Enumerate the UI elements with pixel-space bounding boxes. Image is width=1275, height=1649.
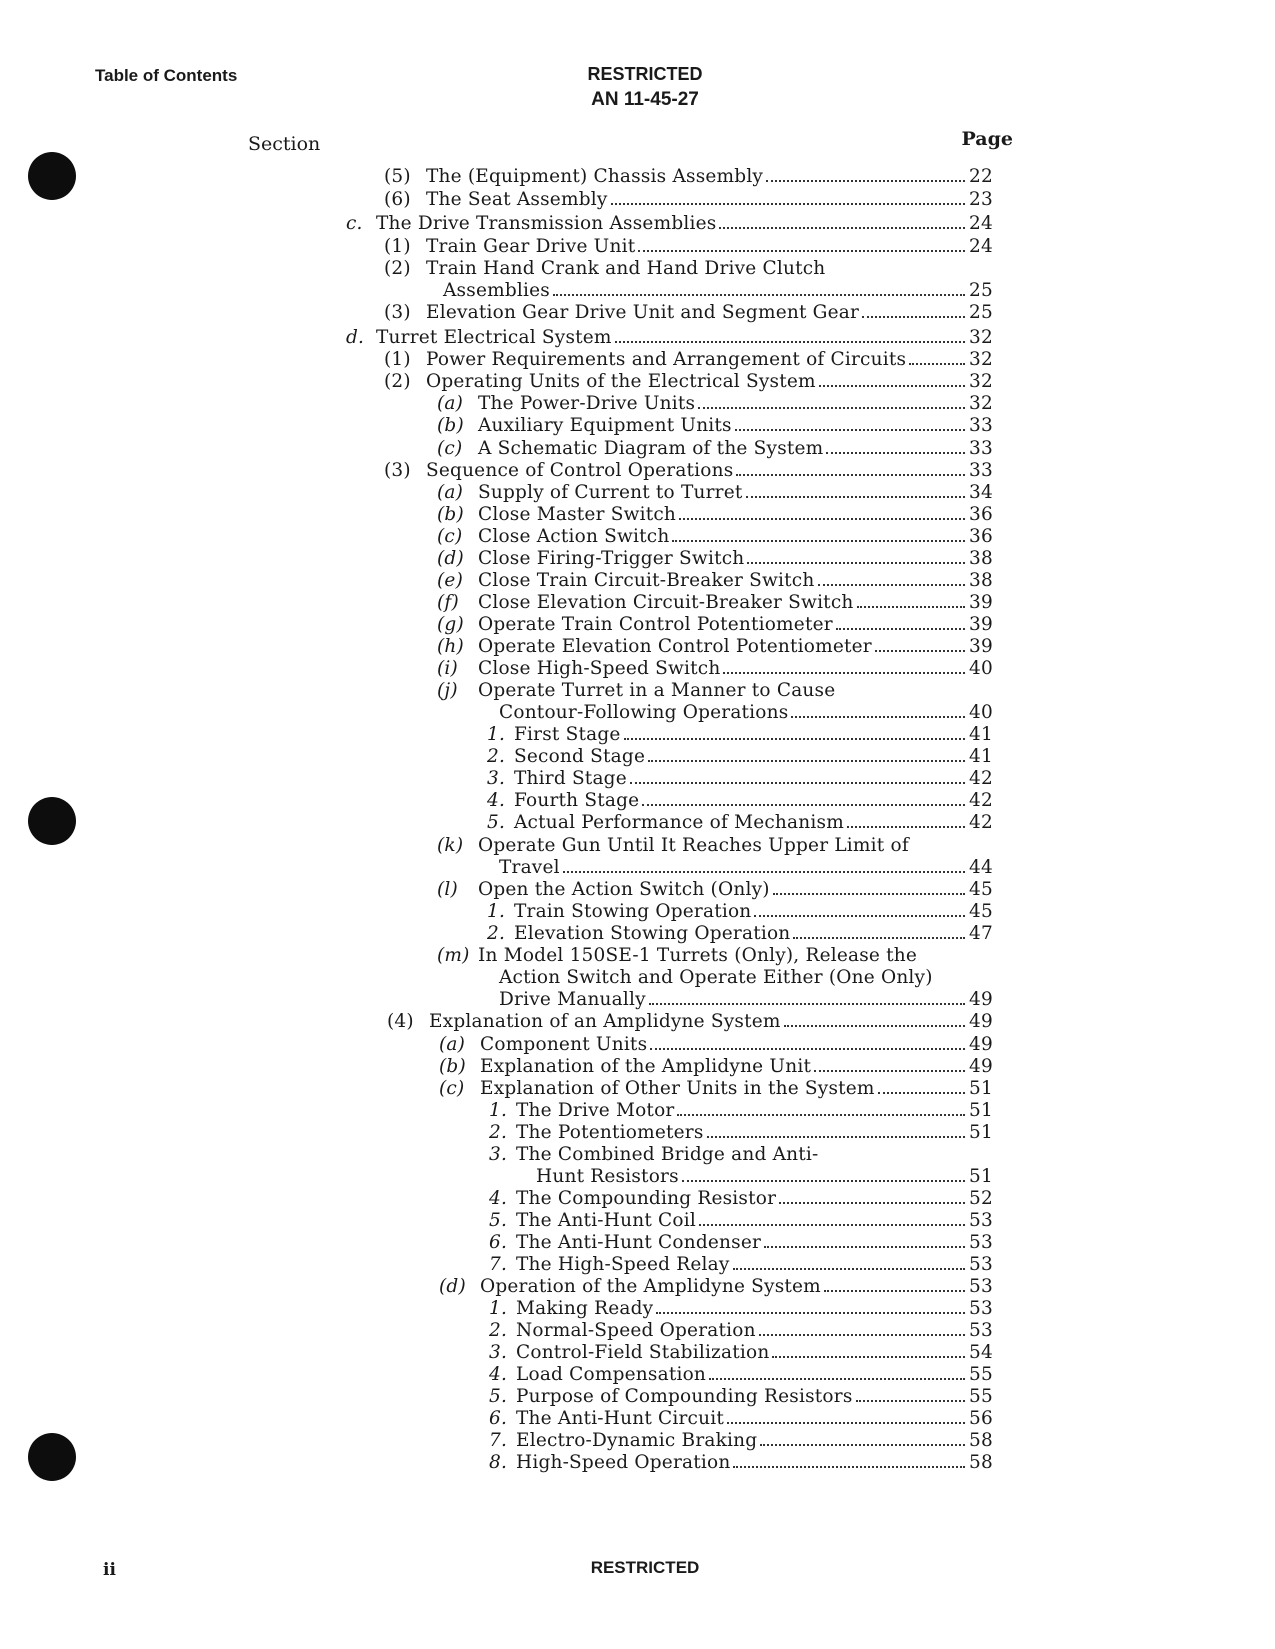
toc-entry: [437, 482, 993, 503]
toc-leader-dots: [719, 227, 965, 229]
toc-entry-text: Second Stage: [514, 746, 646, 767]
toc-entry-text: Explanation of Other Units in the System: [480, 1078, 875, 1099]
toc-entry: [439, 1276, 993, 1297]
toc-leader-dots: [875, 650, 965, 652]
toc-entry-number: (c): [437, 438, 463, 459]
toc-entry-number: 6.: [489, 1232, 508, 1253]
toc-entry: [384, 166, 993, 187]
toc-entry-page: 55: [969, 1386, 993, 1407]
toc-entry: [487, 724, 993, 745]
toc-entry: [536, 1166, 993, 1187]
toc-leader-dots: [760, 1444, 965, 1446]
toc-entry-page: 49: [969, 989, 993, 1010]
toc-leader-dots: [707, 1136, 966, 1138]
toc-leader-dots: [773, 893, 965, 895]
toc-entry: [487, 923, 993, 944]
toc-entry: [437, 945, 993, 966]
toc-entry-text: Turret Electrical System: [376, 327, 612, 348]
toc-entry: [487, 768, 993, 789]
toc-entry: [489, 1298, 993, 1319]
toc-leader-dots: [649, 1003, 965, 1005]
toc-entry-page: 38: [969, 548, 993, 569]
toc-entry-number: 4.: [487, 790, 506, 811]
toc-entry-text: Electro-Dynamic Braking: [516, 1430, 758, 1451]
toc-leader-dots: [878, 1092, 965, 1094]
toc-entry-page: 41: [969, 724, 993, 745]
toc-entry: [437, 548, 993, 569]
toc-entry-text: The Seat Assembly: [426, 189, 608, 210]
toc-entry-text: Load Compensation: [516, 1364, 707, 1385]
toc-entry-text: Third Stage: [514, 768, 627, 789]
toc-entry: [437, 415, 993, 436]
toc-entry: [489, 1122, 993, 1143]
toc-entry-text: Hunt Resistors: [536, 1166, 679, 1187]
toc-leader-dots: [856, 1400, 966, 1402]
toc-entry-text: The Drive Motor: [516, 1100, 675, 1121]
toc-entry: [489, 1408, 993, 1429]
toc-entry-text: Operate Train Control Potentiometer: [478, 614, 833, 635]
toc-entry-text: Close High-Speed Switch: [478, 658, 721, 679]
toc-entry-page: 56: [969, 1408, 993, 1429]
toc-entry-page: 40: [969, 658, 993, 679]
toc-entry: [437, 614, 993, 635]
toc-entry: [439, 1034, 993, 1055]
toc-leader-dots: [638, 250, 965, 252]
toc-entry: [489, 1144, 993, 1165]
toc-entry-page: 36: [969, 526, 993, 547]
toc-leader-dots: [814, 1070, 965, 1072]
toc-leader-dots: [735, 429, 965, 431]
page-column-label: Page: [961, 128, 1013, 150]
toc-entry-page: 51: [969, 1100, 993, 1121]
toc-entry-page: 42: [969, 790, 993, 811]
toc-entry-number: (d): [439, 1276, 466, 1297]
toc-leader-dots: [764, 1246, 965, 1248]
toc-entry-number: 1.: [489, 1100, 508, 1121]
toc-leader-dots: [642, 804, 965, 806]
toc-leader-dots: [648, 760, 965, 762]
toc-entry-page: 32: [969, 327, 993, 348]
toc-leader-dots: [772, 1356, 965, 1358]
toc-entry-number: 1.: [487, 901, 506, 922]
toc-entry-text: Travel: [499, 857, 560, 878]
toc-entry-text: Elevation Gear Drive Unit and Segment Gear: [426, 302, 860, 323]
toc-leader-dots: [766, 180, 965, 182]
toc-leader-dots: [682, 1180, 965, 1182]
toc-entry-number: (6): [384, 189, 411, 210]
toc-entry-page: 51: [969, 1122, 993, 1143]
toc-entry: [384, 258, 993, 279]
toc-leader-dots: [698, 407, 965, 409]
toc-entry-page: 53: [969, 1320, 993, 1341]
toc-entry-text: The Power-Drive Units: [478, 393, 696, 414]
toc-entry: [489, 1188, 993, 1209]
toc-entry: [439, 1078, 993, 1099]
toc-entry-number: (d): [437, 548, 464, 569]
toc-entry-number: (4): [387, 1011, 414, 1032]
toc-entry-page: 58: [969, 1452, 993, 1473]
toc-entry-number: 4.: [489, 1188, 508, 1209]
toc-entry-text: Close Action Switch: [478, 526, 670, 547]
toc-leader-dots: [818, 584, 966, 586]
toc-entry-page: 52: [969, 1188, 993, 1209]
toc-entry: [437, 658, 993, 679]
toc-entry-number: (f): [437, 592, 459, 613]
toc-leader-dots: [699, 1224, 965, 1226]
toc-leader-dots: [793, 937, 965, 939]
toc-entry-number: (3): [384, 302, 411, 323]
toc-entry-page: 53: [969, 1232, 993, 1253]
toc-entry-page: 39: [969, 592, 993, 613]
toc-entry: [384, 302, 993, 323]
toc-entry: [489, 1342, 993, 1363]
toc-leader-dots: [553, 294, 965, 296]
toc-entry-number: (1): [384, 349, 411, 370]
toc-entry: [489, 1320, 993, 1341]
toc-entry-text: Fourth Stage: [514, 790, 640, 811]
toc-entry-text: Operate Gun Until It Reaches Upper Limit of: [478, 835, 909, 856]
toc-leader-dots: [563, 871, 965, 873]
toc-entry-number: 3.: [489, 1144, 508, 1165]
document-number: AN 11-45-27: [591, 89, 699, 110]
toc-entry-text: Action Switch and Operate Either (One Only): [499, 967, 933, 988]
toc-entry: [489, 1254, 993, 1275]
toc-entry-page: 42: [969, 768, 993, 789]
toc-leader-dots: [746, 496, 966, 498]
toc-leader-dots: [826, 452, 965, 454]
toc-leader-dots: [759, 1334, 965, 1336]
toc-entry-page: 38: [969, 570, 993, 591]
toc-entry-text: Actual Performance of Mechanism: [514, 812, 844, 833]
toc-leader-dots: [733, 1466, 965, 1468]
toc-entry-page: 41: [969, 746, 993, 767]
toc-entry-text: Drive Manually: [499, 989, 646, 1010]
toc-leader-dots: [791, 716, 965, 718]
toc-entry-number: (a): [437, 482, 464, 503]
toc-entry-text: Normal-Speed Operation: [516, 1320, 756, 1341]
toc-entry-page: 22: [969, 166, 993, 187]
toc-entry-page: 33: [969, 460, 993, 481]
toc-entry-number: 6.: [489, 1408, 508, 1429]
toc-entry: [499, 857, 993, 878]
toc-entry-text: Assemblies: [443, 280, 550, 301]
toc-entry: [346, 327, 993, 348]
toc-entry-text: Component Units: [480, 1034, 648, 1055]
toc-entry-text: Open the Action Switch (Only): [478, 879, 770, 900]
toc-entry: [437, 526, 993, 547]
toc-leader-dots: [754, 915, 965, 917]
binder-hole: [28, 797, 76, 845]
toc-entry-number: d.: [346, 327, 365, 348]
toc-entry: [387, 1011, 993, 1032]
toc-entry-page: 53: [969, 1210, 993, 1231]
toc-entry-text: Making Ready: [516, 1298, 654, 1319]
toc-entry-text: First Stage: [514, 724, 621, 745]
toc-leader-dots: [615, 341, 965, 343]
page-number: ii: [103, 1560, 116, 1580]
toc-entry-text: Explanation of the Amplidyne Unit: [480, 1056, 812, 1077]
toc-entry-text: Close Train Circuit-Breaker Switch: [478, 570, 815, 591]
toc-entry: [489, 1430, 993, 1451]
toc-entry-number: 7.: [489, 1430, 508, 1451]
toc-entry-text: The Anti-Hunt Condenser: [516, 1232, 762, 1253]
toc-entry-text: Close Firing-Trigger Switch: [478, 548, 745, 569]
toc-entry-number: 1.: [489, 1298, 508, 1319]
toc-entry: [384, 460, 993, 481]
toc-entry-number: c.: [346, 213, 363, 234]
toc-entry-page: 53: [969, 1276, 993, 1297]
toc-entry-text: High-Speed Operation: [516, 1452, 731, 1473]
restricted-header: RESTRICTED: [587, 64, 703, 84]
toc-leader-dots: [630, 782, 965, 784]
toc-entry-text: The Anti-Hunt Coil: [516, 1210, 696, 1231]
toc-entry-page: 23: [969, 189, 993, 210]
toc-entry-number: (3): [384, 460, 411, 481]
toc-entry-page: 45: [969, 879, 993, 900]
toc-entry-page: 49: [969, 1034, 993, 1055]
toc-leader-dots: [736, 474, 965, 476]
toc-entry-page: 34: [969, 482, 993, 503]
toc-leader-dots: [656, 1312, 965, 1314]
toc-leader-dots: [709, 1378, 965, 1380]
toc-entry-text: The Anti-Hunt Circuit: [516, 1408, 724, 1429]
toc-entry-page: 42: [969, 812, 993, 833]
toc-entry: [437, 879, 993, 900]
toc-entry-number: (k): [437, 835, 464, 856]
toc-entry-number: (h): [437, 636, 464, 657]
toc-entry: [443, 280, 993, 301]
toc-entry-text: Train Hand Crank and Hand Drive Clutch: [426, 258, 826, 279]
toc-entry-number: (2): [384, 258, 411, 279]
toc-entry-page: 58: [969, 1430, 993, 1451]
toc-entry-text: Operating Units of the Electrical System: [426, 371, 816, 392]
toc-entry: [437, 438, 993, 459]
toc-entry-number: 5.: [489, 1386, 508, 1407]
toc-entry-number: (m): [437, 945, 470, 966]
toc-entry: [437, 592, 993, 613]
toc-entry-page: 40: [969, 702, 993, 723]
toc-entry-text: The High-Speed Relay: [516, 1254, 730, 1275]
toc-entry-text: Train Stowing Operation: [514, 901, 752, 922]
toc-entry-text: The Potentiometers: [516, 1122, 704, 1143]
toc-entry: [437, 504, 993, 525]
toc-entry-page: 33: [969, 438, 993, 459]
toc-entry-number: 1.: [487, 724, 506, 745]
toc-entry-number: 2.: [489, 1122, 508, 1143]
toc-entry-page: 33: [969, 415, 993, 436]
toc-entry-number: 2.: [487, 746, 506, 767]
toc-entry-text: Close Master Switch: [478, 504, 677, 525]
toc-leader-dots: [824, 1290, 965, 1292]
toc-entry: [489, 1364, 993, 1385]
toc-leader-dots: [779, 1202, 965, 1204]
toc-leader-dots: [611, 203, 966, 205]
toc-entry-page: 53: [969, 1254, 993, 1275]
toc-entry-number: 7.: [489, 1254, 508, 1275]
toc-entry: [437, 570, 993, 591]
toc-entry-page: 53: [969, 1298, 993, 1319]
toc-entry: [499, 989, 993, 1010]
toc-entry-text: Elevation Stowing Operation: [514, 923, 791, 944]
toc-entry: [384, 189, 993, 210]
toc-entry-text: Auxiliary Equipment Units: [478, 415, 732, 436]
toc-entry-text: The Compounding Resistor: [516, 1188, 777, 1209]
toc-leader-dots: [819, 385, 965, 387]
toc-entry: [487, 746, 993, 767]
toc-entry: [489, 1210, 993, 1231]
toc-entry-number: 3.: [487, 768, 506, 789]
toc-entry-text: Power Requirements and Arrangement of Circuits: [426, 349, 907, 370]
toc-entry: [384, 236, 993, 257]
binder-hole: [28, 1433, 76, 1481]
toc-entry: [487, 901, 993, 922]
toc-entry-number: (e): [437, 570, 463, 591]
toc-leader-dots: [677, 1114, 965, 1116]
toc-entry-number: 4.: [489, 1364, 508, 1385]
toc-entry-number: (b): [437, 504, 464, 525]
toc-entry-page: 51: [969, 1078, 993, 1099]
toc-entry: [487, 790, 993, 811]
toc-entry-page: 49: [969, 1056, 993, 1077]
toc-entry-number: (g): [437, 614, 464, 635]
toc-entry-text: The (Equipment) Chassis Assembly: [426, 166, 764, 187]
toc-entry-page: 47: [969, 923, 993, 944]
toc-entry-page: 54: [969, 1342, 993, 1363]
toc-entry-page: 32: [969, 349, 993, 370]
page-header-title: Table of Contents: [95, 66, 238, 85]
toc-leader-dots: [727, 1422, 965, 1424]
toc-entry-page: 25: [969, 280, 993, 301]
toc-entry-page: 25: [969, 302, 993, 323]
toc-leader-dots: [909, 363, 965, 365]
toc-entry-text: Operation of the Amplidyne System: [480, 1276, 821, 1297]
binder-hole: [28, 152, 76, 200]
toc-leader-dots: [733, 1268, 965, 1270]
toc-entry-number: 2.: [487, 923, 506, 944]
toc-entry: [489, 1386, 993, 1407]
toc-entry-text: The Drive Transmission Assemblies: [376, 213, 717, 234]
toc-leader-dots: [723, 672, 965, 674]
toc-entry-text: Operate Elevation Control Potentiometer: [478, 636, 872, 657]
toc-leader-dots: [847, 826, 965, 828]
toc-entry-text: Purpose of Compounding Resistors: [516, 1386, 853, 1407]
toc-entry-text: Explanation of an Amplidyne System: [429, 1011, 781, 1032]
toc-entry-page: 55: [969, 1364, 993, 1385]
toc-entry-page: 51: [969, 1166, 993, 1187]
toc-entry-number: (a): [437, 393, 464, 414]
toc-leader-dots: [836, 628, 965, 630]
toc-entry-page: 39: [969, 636, 993, 657]
toc-entry-text: The Combined Bridge and Anti-: [516, 1144, 819, 1165]
toc-entry-text: Close Elevation Circuit-Breaker Switch: [478, 592, 854, 613]
toc-entry-text: In Model 150SE-1 Turrets (Only), Release the: [478, 945, 918, 966]
toc-entry: [437, 835, 993, 856]
toc-entry-text: Train Gear Drive Unit: [426, 236, 636, 257]
toc-entry-number: (5): [384, 166, 411, 187]
toc-entry-text: Sequence of Control Operations: [426, 460, 734, 481]
toc-entry: [487, 812, 993, 833]
toc-entry: [437, 393, 993, 414]
toc-leader-dots: [624, 738, 966, 740]
toc-entry-text: Supply of Current to Turret: [478, 482, 743, 503]
toc-entry-number: (1): [384, 236, 411, 257]
toc-entry-number: (2): [384, 371, 411, 392]
toc-entry-number: (a): [439, 1034, 466, 1055]
toc-entry-page: 32: [969, 371, 993, 392]
toc-entry: [499, 967, 993, 988]
toc-leader-dots: [747, 562, 965, 564]
toc-entry-number: 3.: [489, 1342, 508, 1363]
toc-entry-page: 24: [969, 236, 993, 257]
toc-entry-text: Control-Field Stabilization: [516, 1342, 770, 1363]
toc-entry: [437, 680, 993, 701]
restricted-footer: RESTRICTED: [590, 1558, 700, 1577]
toc-entry-number: (c): [437, 526, 463, 547]
toc-entry-page: 49: [969, 1011, 993, 1032]
toc-leader-dots: [650, 1048, 965, 1050]
toc-entry-page: 45: [969, 901, 993, 922]
toc-entry: [489, 1452, 993, 1473]
toc-leader-dots: [672, 540, 965, 542]
toc-entry: [439, 1056, 993, 1077]
toc-entry-number: 5.: [489, 1210, 508, 1231]
toc-leader-dots: [857, 606, 966, 608]
toc-entry: [499, 702, 993, 723]
toc-entry-text: Operate Turret in a Manner to Cause: [478, 680, 836, 701]
toc-entry-number: 8.: [489, 1452, 508, 1473]
toc-entry-text: A Schematic Diagram of the System: [478, 438, 824, 459]
toc-entry-text: Contour-Following Operations: [499, 702, 789, 723]
toc-entry: [384, 371, 993, 392]
toc-leader-dots: [784, 1025, 965, 1027]
toc-entry: [346, 213, 993, 234]
toc-entry-page: 39: [969, 614, 993, 635]
toc-entry-page: 36: [969, 504, 993, 525]
section-column-label: Section: [248, 133, 321, 155]
toc-entry-number: (j): [437, 680, 458, 701]
toc-entry: [437, 636, 993, 657]
toc-entry-page: 44: [969, 857, 993, 878]
toc-leader-dots: [679, 518, 965, 520]
toc-entry-page: 24: [969, 213, 993, 234]
toc-entry-number: (c): [439, 1078, 465, 1099]
toc-entry-number: (b): [437, 415, 464, 436]
toc-entry: [489, 1100, 993, 1121]
toc-leader-dots: [862, 316, 965, 318]
toc-entry: [384, 349, 993, 370]
toc-entry-number: 2.: [489, 1320, 508, 1341]
toc-entry: [489, 1232, 993, 1253]
toc-entry-number: 5.: [487, 812, 506, 833]
toc-entry-number: (l): [437, 879, 458, 900]
toc-entry-number: (b): [439, 1056, 466, 1077]
toc-entry-number: (i): [437, 658, 458, 679]
toc-entry-page: 32: [969, 393, 993, 414]
